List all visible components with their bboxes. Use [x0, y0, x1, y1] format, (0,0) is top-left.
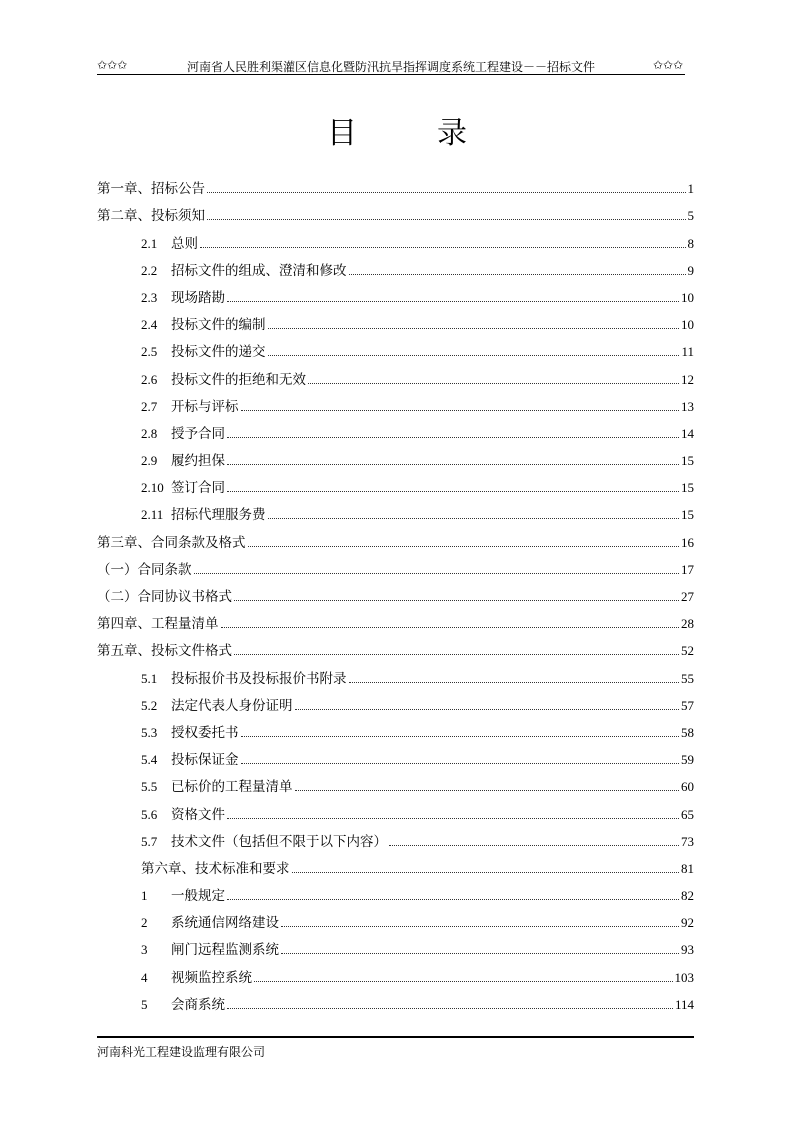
toc-entry-label	[141, 476, 225, 496]
toc-entry-label	[141, 721, 239, 741]
toc-entry[interactable]	[97, 551, 694, 578]
toc-entry-number: 3	[141, 942, 148, 958]
toc-entry-page: 60	[681, 779, 694, 795]
toc-entry[interactable]	[97, 687, 694, 714]
toc-entry-number: 5.1	[141, 670, 158, 686]
toc-entry-label	[141, 232, 198, 252]
toc-entry-number: 2.2	[141, 262, 158, 278]
toc-entry-label	[141, 775, 293, 795]
toc-entry-text: 投标文件的递交	[171, 344, 266, 361]
toc-entry-label	[97, 558, 192, 578]
toc-entry[interactable]	[97, 523, 694, 550]
toc-entry[interactable]	[97, 741, 694, 768]
toc-entry-text: 法定代表人身份证明	[171, 697, 293, 714]
toc-entry-label	[141, 503, 266, 523]
toc-entry[interactable]	[97, 823, 694, 850]
toc-entry[interactable]	[97, 170, 694, 197]
toc-dot-leader	[227, 464, 679, 465]
toc-entry-label	[141, 911, 279, 931]
toc-dot-leader	[227, 491, 679, 492]
toc-entry-page: 28	[681, 616, 694, 632]
toc-entry[interactable]	[97, 252, 694, 279]
toc-entry-text: 招标代理服务费	[171, 507, 266, 524]
toc-entry-label	[97, 612, 219, 632]
toc-entry-label	[141, 286, 225, 306]
toc-entry[interactable]	[97, 360, 694, 387]
toc-entry-page: 103	[674, 969, 694, 985]
toc-entry-number: 2.3	[141, 289, 158, 305]
toc-dot-leader	[234, 654, 679, 655]
header-title: 河南省人民胜利渠灌区信息化暨防汛抗旱指挥调度系统工程建设－－招标文件	[187, 60, 596, 74]
toc-entry-text: （二）合同协议书格式	[97, 589, 232, 605]
toc-entry-text: 已标价的工程量清单	[171, 779, 293, 796]
toc-dot-leader	[241, 736, 680, 737]
toc-dot-leader	[349, 682, 680, 683]
page-title-char-1: 目	[327, 116, 357, 151]
footer-company: 河南科光工程建设监理有限公司	[97, 1045, 266, 1059]
toc-entry-label	[141, 993, 225, 1013]
toc-entry-page: 10	[681, 317, 694, 333]
toc-dot-leader	[268, 355, 680, 356]
toc-entry[interactable]	[97, 469, 694, 496]
toc-entry-number: 5.2	[141, 697, 158, 713]
toc-dot-leader	[241, 410, 680, 411]
toc-entry-label	[141, 422, 225, 442]
toc-entry-label	[141, 368, 306, 388]
toc-entry[interactable]	[97, 197, 694, 224]
toc-dot-leader	[227, 899, 679, 900]
toc-dot-leader	[227, 1008, 673, 1009]
toc-entry[interactable]	[97, 578, 694, 605]
toc-entry-label	[141, 395, 239, 415]
toc-entry-page: 16	[681, 534, 694, 550]
toc-entry-text: 签订合同	[171, 480, 225, 497]
toc-entry-page: 8	[687, 235, 694, 251]
toc-dot-leader	[281, 953, 679, 954]
toc-entry-label	[141, 803, 225, 823]
toc-entry-text: 第一章、招标公告	[97, 181, 205, 198]
toc-dot-leader	[389, 845, 679, 846]
toc-entry[interactable]	[97, 442, 694, 469]
header-stars-left: ✩✩✩	[97, 58, 128, 72]
toc-entry-label	[141, 938, 279, 958]
toc-entry-text: 投标保证金	[171, 752, 239, 769]
toc-entry-text: 第二章、投标须知	[97, 208, 205, 225]
toc-entry-page: 93	[681, 942, 694, 958]
toc-entry-text: 会商系统	[171, 996, 225, 1013]
toc-dot-leader	[268, 518, 680, 519]
toc-entry[interactable]	[97, 388, 694, 415]
toc-entry[interactable]	[97, 768, 694, 795]
page-title-char-2: 录	[437, 116, 467, 151]
toc-dot-leader	[295, 709, 680, 710]
toc-entry-label	[141, 667, 347, 687]
toc-entry[interactable]	[97, 415, 694, 442]
toc-entry[interactable]	[97, 850, 694, 877]
toc-entry-text: 投标文件的编制	[171, 317, 266, 334]
toc-dot-leader	[207, 192, 686, 193]
toc-entry-text: 第六章、技术标准和要求	[141, 860, 290, 877]
toc-entry-number: 2.4	[141, 317, 158, 333]
toc-entry-page: 1	[687, 181, 694, 197]
header-stars-right: ✩✩✩	[652, 58, 683, 72]
toc-dot-leader	[349, 274, 686, 275]
toc-entry-number: 5.4	[141, 752, 158, 768]
toc-entry-page: 114	[674, 996, 694, 1012]
toc-dot-leader	[295, 790, 680, 791]
toc-entry-text: 第五章、投标文件格式	[97, 643, 232, 660]
toc-entry[interactable]	[97, 877, 694, 904]
toc-entry-page: 58	[681, 724, 694, 740]
table-of-contents	[97, 170, 694, 1013]
toc-entry-number: 5.6	[141, 806, 158, 822]
toc-entry-page: 59	[681, 752, 694, 768]
toc-entry-text: 闸门远程监测系统	[171, 942, 279, 959]
toc-entry-number: 5	[141, 996, 148, 1012]
toc-entry[interactable]	[97, 904, 694, 931]
toc-entry-label	[97, 531, 246, 551]
toc-entry-number: 2.9	[141, 453, 158, 469]
toc-entry-text: 资格文件	[171, 806, 225, 823]
toc-entry-label	[141, 694, 293, 714]
toc-dot-leader	[234, 600, 679, 601]
toc-entry-label	[141, 884, 225, 904]
toc-entry-page: 15	[681, 480, 694, 496]
toc-entry-page: 15	[681, 507, 694, 523]
toc-entry-text: 第三章、合同条款及格式	[97, 534, 246, 551]
toc-dot-leader	[227, 437, 679, 438]
toc-entry-number: 2.1	[141, 235, 158, 251]
toc-entry-number: 2.7	[141, 398, 158, 414]
toc-entry-number: 2.8	[141, 425, 158, 441]
toc-dot-leader	[227, 818, 679, 819]
toc-entry-page: 15	[681, 453, 694, 469]
toc-entry-label	[97, 585, 232, 605]
toc-entry[interactable]	[97, 496, 694, 523]
toc-entry-page: 81	[681, 860, 694, 876]
toc-entry-number: 2	[141, 915, 148, 931]
toc-entry-text: 第四章、工程量清单	[97, 616, 219, 633]
toc-entry-page: 55	[681, 670, 694, 686]
toc-entry-label	[97, 177, 205, 197]
toc-entry-text: 招标文件的组成、澄清和修改	[171, 262, 347, 279]
toc-entry-text: 视频监控系统	[171, 969, 252, 986]
toc-entry[interactable]	[97, 279, 694, 306]
toc-entry-number: 1	[141, 888, 148, 904]
toc-dot-leader	[241, 763, 680, 764]
toc-entry-text: 系统通信网络建设	[171, 915, 279, 932]
toc-entry-number: 4	[141, 969, 148, 985]
toc-entry[interactable]	[97, 632, 694, 659]
toc-dot-leader	[248, 546, 680, 547]
toc-entry-text: （一）合同条款	[97, 561, 192, 578]
toc-entry-text: 总则	[171, 235, 198, 252]
toc-entry[interactable]	[97, 306, 694, 333]
toc-entry-label	[141, 748, 239, 768]
toc-entry[interactable]	[97, 659, 694, 686]
toc-entry[interactable]	[97, 931, 694, 958]
toc-entry-page: 73	[681, 833, 694, 849]
toc-entry-page: 12	[681, 371, 694, 387]
toc-dot-leader	[292, 872, 680, 873]
toc-dot-leader	[207, 219, 686, 220]
toc-entry-label	[141, 966, 252, 986]
page-header	[97, 56, 685, 75]
toc-entry-number: 2.6	[141, 371, 158, 387]
toc-entry-page: 65	[681, 806, 694, 822]
toc-entry-label	[141, 340, 266, 360]
toc-dot-leader	[308, 383, 679, 384]
toc-entry-page: 57	[681, 697, 694, 713]
toc-entry-page: 52	[681, 643, 694, 659]
toc-entry[interactable]	[97, 333, 694, 360]
toc-entry-page: 11	[681, 344, 694, 360]
toc-entry[interactable]	[97, 224, 694, 251]
toc-entry-page: 9	[687, 262, 694, 278]
toc-entry-text: 一般规定	[171, 888, 225, 905]
toc-entry[interactable]	[97, 795, 694, 822]
toc-dot-leader	[227, 301, 679, 302]
toc-entry[interactable]	[97, 986, 694, 1013]
toc-entry-text: 开标与评标	[171, 398, 239, 415]
toc-dot-leader	[281, 926, 679, 927]
toc-dot-leader	[200, 247, 686, 248]
toc-entry-page: 13	[681, 398, 694, 414]
toc-entry[interactable]	[97, 958, 694, 985]
toc-entry-label	[141, 857, 290, 877]
toc-entry[interactable]	[97, 605, 694, 632]
toc-entry-text: 履约担保	[171, 453, 225, 470]
toc-entry-number: 5.3	[141, 724, 158, 740]
toc-entry-page: 17	[681, 561, 694, 577]
page-footer	[97, 1036, 694, 1059]
toc-entry-label	[141, 259, 347, 279]
toc-entry-label	[97, 204, 205, 224]
toc-entry-label	[141, 449, 225, 469]
toc-dot-leader	[194, 573, 680, 574]
toc-entry-text: 授予合同	[171, 425, 225, 442]
toc-dot-leader	[268, 328, 680, 329]
toc-entry-label	[97, 639, 232, 659]
toc-entry-text: 技术文件（包括但不限于以下内容）	[171, 833, 387, 850]
toc-entry-text: 现场踏勘	[171, 289, 225, 306]
toc-entry-text: 授权委托书	[171, 724, 239, 741]
toc-entry-page: 5	[687, 208, 694, 224]
toc-dot-leader	[254, 981, 673, 982]
toc-entry-number: 2.5	[141, 344, 158, 360]
toc-entry-text: 投标报价书及投标报价书附录	[171, 670, 347, 687]
toc-entry-page: 82	[681, 888, 694, 904]
toc-entry-page: 14	[681, 425, 694, 441]
toc-entry-page: 27	[681, 589, 694, 604]
toc-entry-number: 2.10	[141, 480, 164, 496]
toc-entry-number: 5.7	[141, 833, 158, 849]
toc-entry-number: 2.11	[141, 507, 164, 523]
toc-entry-text: 投标文件的拒绝和无效	[171, 371, 306, 388]
toc-entry-page: 10	[681, 289, 694, 305]
toc-entry[interactable]	[97, 714, 694, 741]
toc-entry-label	[141, 830, 387, 850]
page-title	[0, 108, 794, 152]
toc-entry-label	[141, 313, 266, 333]
toc-entry-number: 5.5	[141, 779, 158, 795]
toc-entry-page: 92	[681, 915, 694, 931]
toc-dot-leader	[221, 627, 680, 628]
